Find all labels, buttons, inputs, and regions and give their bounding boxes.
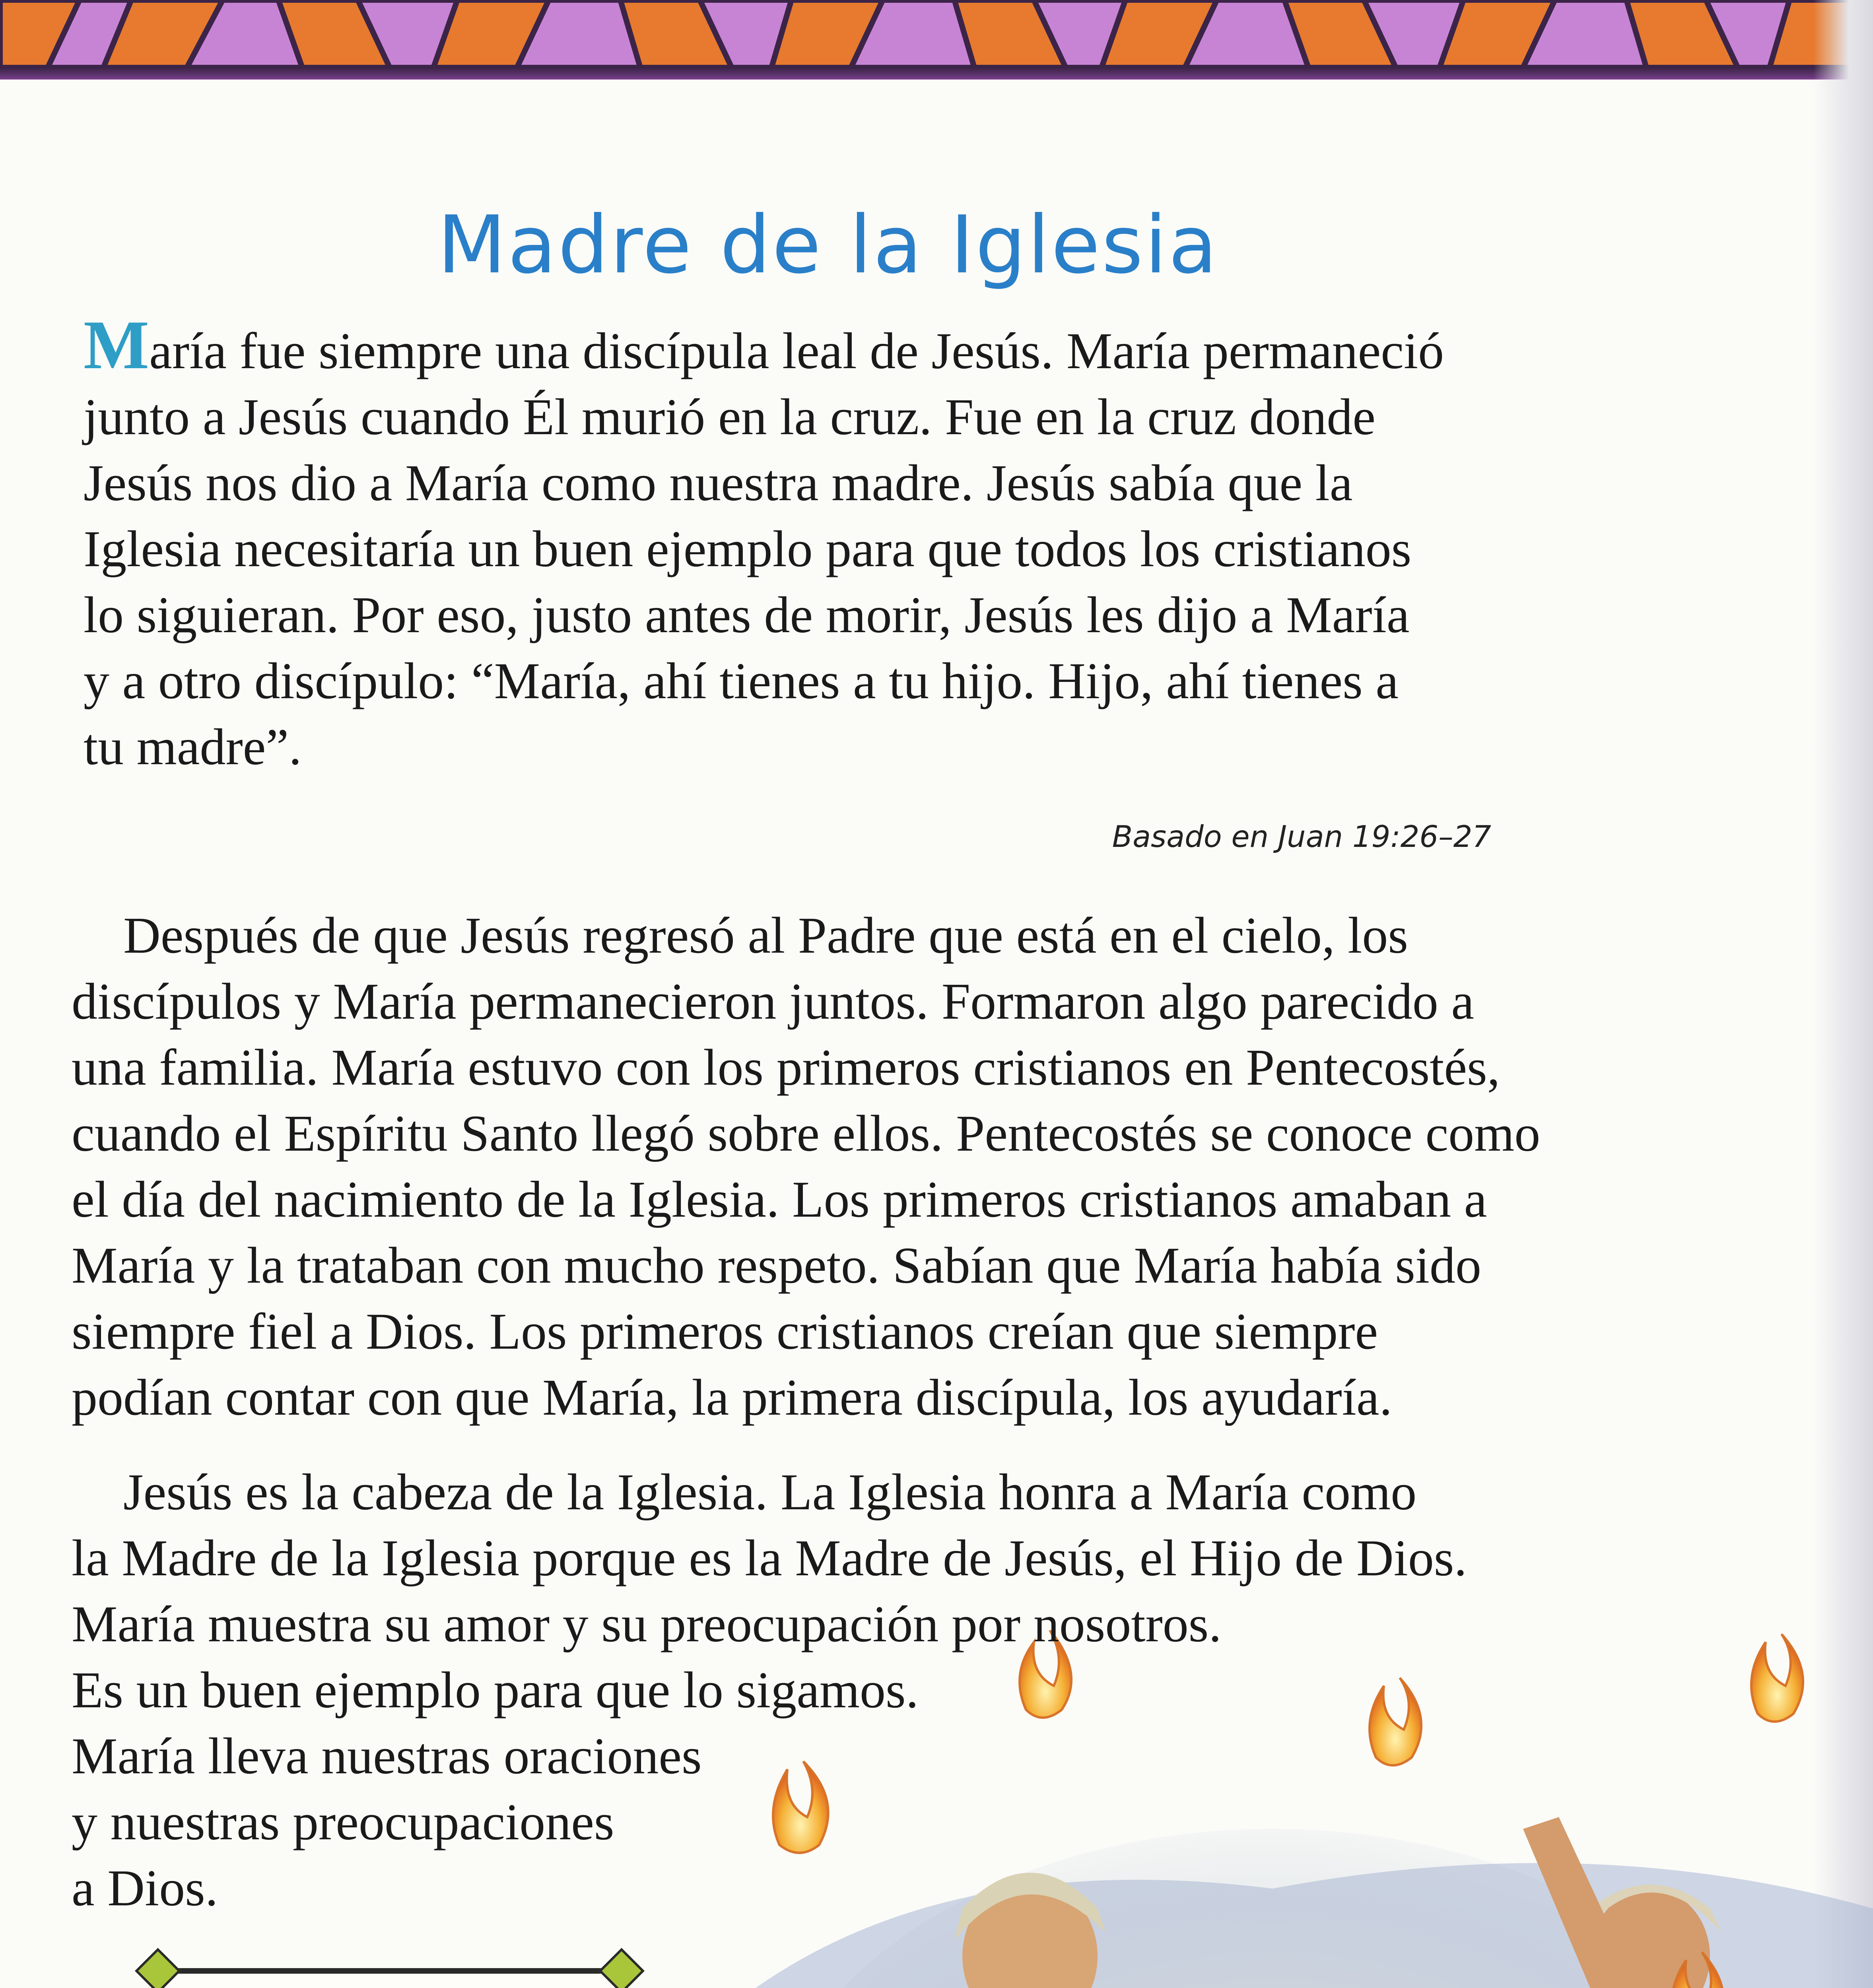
paragraph-3-line: la Madre de la Iglesia porque es la Madre de Jesús, el Hijo de Dios.	[72, 1530, 1467, 1587]
paragraph-2-line: el día del nacimiento de la Iglesia. Los primeros cristianos amaban a	[72, 1171, 1487, 1228]
scripture-citation: Basado en Juan 19:26–27	[1112, 819, 1491, 854]
paragraph-2-line: una familia. María estuvo con los primeros cristianos en Pentecostés,	[72, 1039, 1500, 1096]
paragraph-3-line: Es un buen ejemplo para que lo sigamos.	[72, 1662, 919, 1719]
paragraph-1-line: lo siguieran. Por eso, justo antes de morir, Jesús les dijo a María	[84, 586, 1410, 644]
paragraph-2-line: discípulos y María permanecieron juntos. Formaron algo parecido a	[72, 973, 1475, 1030]
paragraph-1-line: junto a Jesús cuando Él murió en la cruz. Fue en la cruz donde	[84, 388, 1376, 446]
drop-cap: M	[84, 306, 150, 383]
paragraph-1-line: Iglesia necesitaría un buen ejemplo para que todos los cristianos	[84, 520, 1412, 578]
paragraph-2	[72, 903, 1575, 1431]
prayer-box	[155, 1968, 624, 1988]
paragraph-2-line: siempre fiel a Dios. Los primeros cristianos creían que siempre	[72, 1303, 1378, 1360]
paragraph-2-line: Después de que Jesús regresó al Padre que está en el cielo, los	[123, 907, 1408, 964]
paragraph-3	[72, 1459, 1575, 1921]
paragraph-3-line: María muestra su amor y su preocupación por nosotros.	[72, 1596, 1222, 1653]
paragraph-1-line: Jesús nos dio a María como nuestra madre. Jesús sabía que la	[84, 454, 1353, 512]
paragraph-2-line: podían contar con que María, la primera discípula, los ayudaría.	[72, 1369, 1393, 1426]
corner-diamond-icon	[135, 1948, 181, 1988]
paragraph-1-line: aría fue siempre una discípula leal de Jesús. María permaneció	[149, 322, 1444, 380]
paragraph-1	[84, 306, 1515, 780]
border-rule	[0, 68, 1873, 78]
paragraph-3-line: Jesús es la cabeza de la Iglesia. La Iglesia honra a María como	[123, 1464, 1417, 1521]
page-title: Madre de la Iglesia	[437, 199, 1219, 291]
stained-glass-pattern-icon	[0, 0, 1873, 72]
paragraph-2-line: cuando el Espíritu Santo llegó sobre ellos. Pentecostés se conoce como	[72, 1105, 1541, 1162]
paragraph-1-line: y a otro discípulo: “María, ahí tienes a tu hijo. Hijo, ahí tienes a	[84, 652, 1399, 710]
paragraph-3-line: y nuestras preocupaciones	[72, 1794, 614, 1851]
paragraph-3-line: María lleva nuestras oraciones	[72, 1728, 702, 1785]
paragraph-2-line: María y la trataban con mucho respeto. Sabían que María había sido	[72, 1237, 1481, 1294]
stained-glass-border	[0, 0, 1873, 80]
paragraph-3-line: a Dios.	[72, 1860, 218, 1917]
paragraph-1-line: tu madre”.	[84, 718, 302, 776]
